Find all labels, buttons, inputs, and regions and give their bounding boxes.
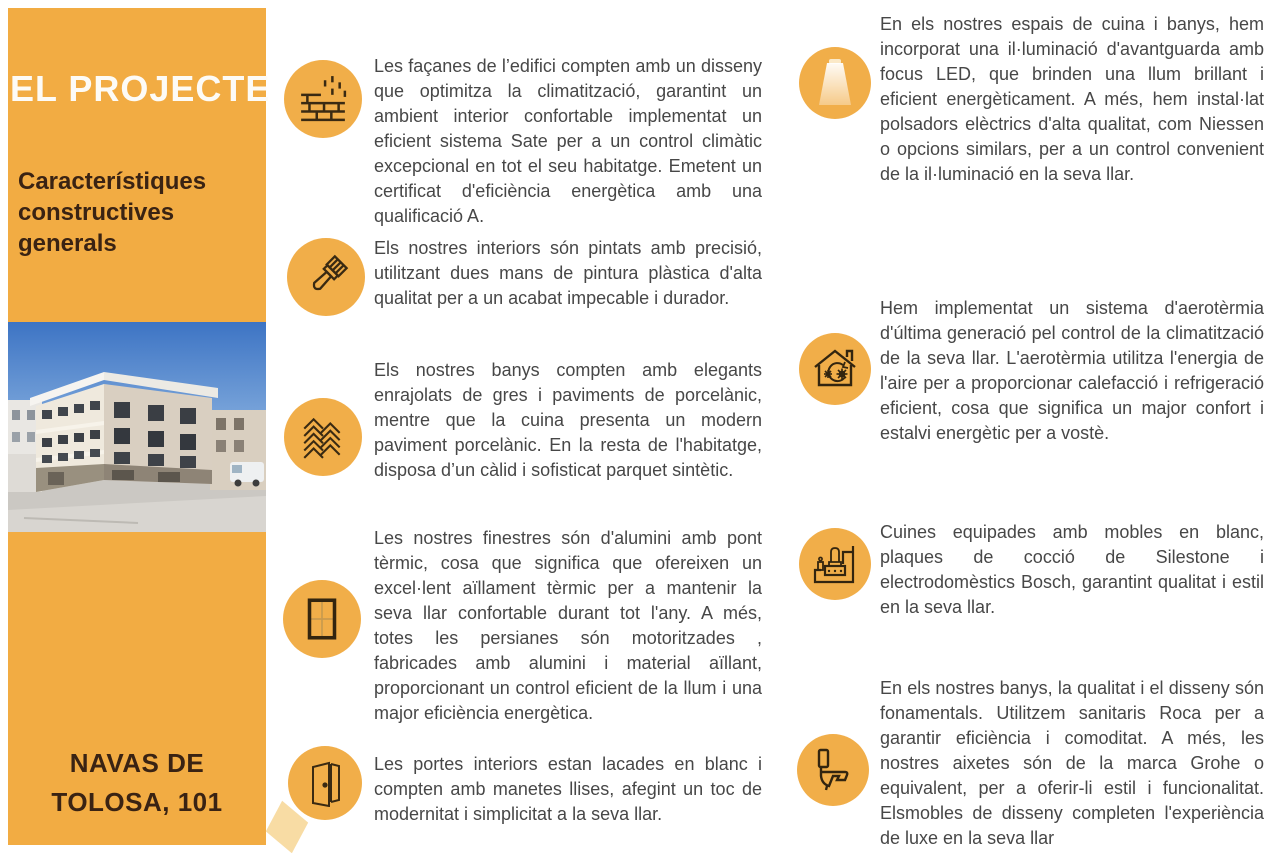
feature-text-doors: Les portes interiors estan lacades en blanc i compten amb manetes llises, afegint un toc de modernitat i simplicitat a la seva llar. — [374, 754, 762, 824]
address-label: NAVAS DE TOLOSA, 101 — [51, 748, 223, 817]
brick-wall-icon — [284, 60, 362, 138]
feature-text-painting: Els nostres interiors són pintats amb precisió, utilitzant dues mans de pintura plàstica d'alta qualitat per a un acabat impecable i durador. — [374, 238, 762, 308]
parquet-herringbone-icon — [284, 398, 362, 476]
paintbrush-icon — [287, 238, 365, 316]
sidebar — [8, 8, 271, 845]
aerothermal-house-icon — [799, 333, 871, 405]
feature-text-kitchen: Cuines equipades amb mobles en blanc, plaques de cocció de Silestone i electrodomèstics Bosch, garantint qualitat i estil en la seva llar. — [880, 522, 1264, 617]
feature-text-lighting: En els nostres espais de cuina i banys, hem incorporat una il·luminació d'avantguarda amb focus LED, que brinden una llum brillant i eficient energèticament. A més, hem instal·lat polsadors elèctrics d'alta qualitat, com Niessen o opcions similars, per a un control convenient de la il·luminació en la seva llar. — [880, 14, 1264, 184]
feature-text-bathroom: En els nostres banys, la qualitat i el disseny són fonamentals. Utilitzem sanitaris Roca per a garantir eficiència i comoditat. A més, les nostres aixetes són de la marca Grohe o equivalent, per a oferir-li estil i funcionalitat. Elsmobles de disseny completen l'experiència de luxe en la seva llar — [880, 678, 1264, 848]
kitchen-stove-icon — [799, 528, 871, 600]
section-subtitle: Característiques constructives generals — [18, 168, 207, 257]
page-title: EL PROJECTE — [10, 68, 271, 109]
window-icon — [283, 580, 361, 658]
feature-text-windows: Les nostres finestres són d'alumini amb pont tèrmic, cosa que significa que ofereixen un excel·lent aïllament tèrmic per a mantenir la seva llar confortable durant tot l'any. A més, totes les persianes són motoritzades , fabricades amb alumini i material aïllant, proporcionant un control eficient de la llum i una major eficiència energètica. — [374, 528, 762, 723]
ceiling-light-icon — [799, 47, 871, 119]
toilet-icon — [797, 734, 869, 806]
open-door-icon — [288, 746, 362, 820]
building-photo — [8, 322, 266, 532]
feature-text-aerothermal: Hem implementat un sistema d'aerotèrmia d'última generació pel control de la climatització de la seva llar. L'aerotèrmia utilitza l'energia de l'aire per a proporcionar calefacció i refrigeració eficient, cosa que significa un major confort i estalvi energètic per a vostè. — [880, 298, 1264, 443]
building-render-illustration — [8, 322, 266, 532]
feature-text-facades: Les façanes de l’edifici compten amb un disseny que optimitza la climatització, garantint un ambient interior confortable implementat un eficient sistema Sate per a un control climàtic excepcional en tot el seu habitatge. Emetent un certificat d'eficiència energètica amb una qualificació A. — [374, 56, 762, 226]
feature-text-flooring: Els nostres banys compten amb elegants enrajolats de gres i paviments de porcelànic, mentre que la cuina presenta un modern paviment porcelànic. En la resta de l'habitatge, disposa d’un càlid i sofisticat parquet sintètic. — [374, 360, 762, 480]
